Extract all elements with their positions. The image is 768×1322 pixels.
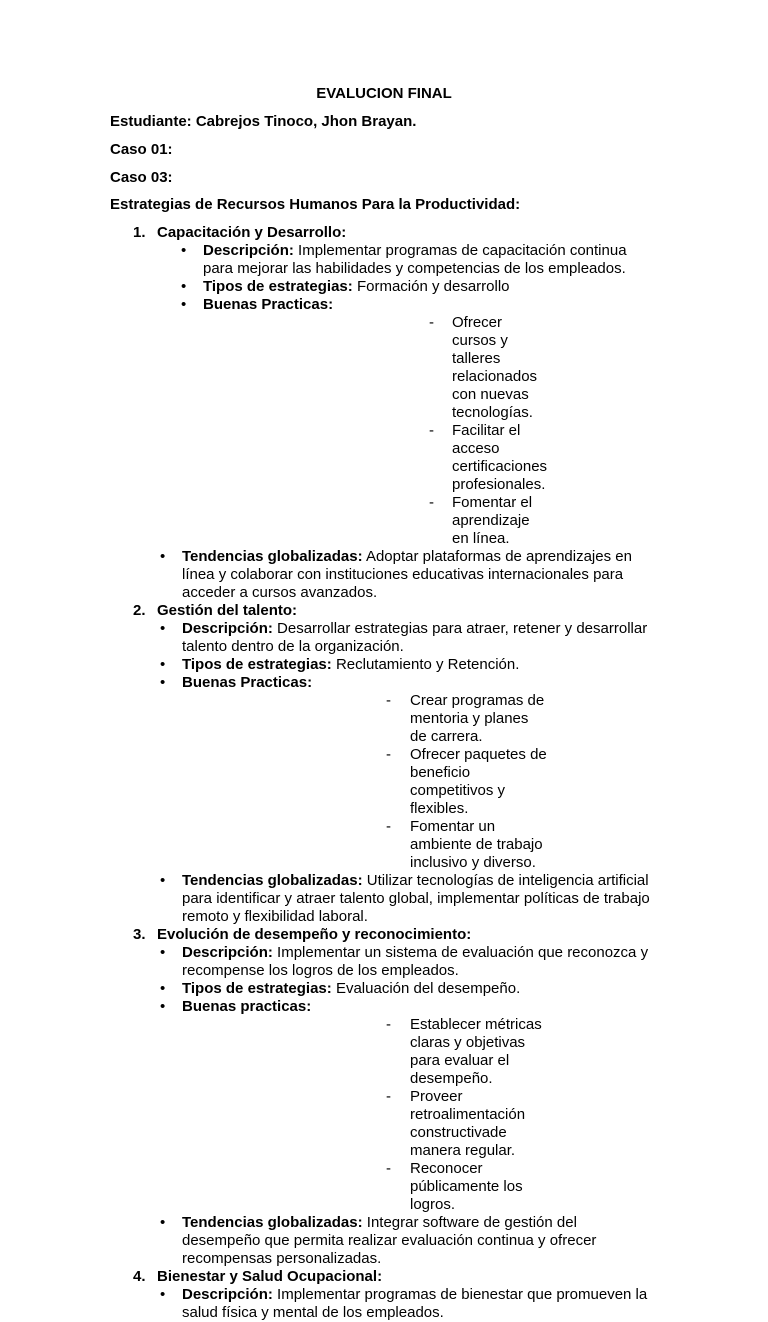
bullet-dot-icon: • [160, 548, 166, 565]
section-bullets [0, 1286, 768, 1322]
practice-text: Ofrecer paquetes de beneficio competitivos y flexibles. [410, 746, 547, 817]
practice-text: Fomentar el aprendizaje en línea. [452, 494, 533, 547]
bullet-dot-icon: • [160, 944, 166, 961]
practice-text: Ofrecer cursos y talleres relacionados con nuevas tecnologías. [452, 314, 538, 421]
bullet-label: Tipos de estrategias: [182, 980, 332, 997]
practice-list [203, 314, 658, 548]
practice-list [182, 1016, 658, 1214]
practice-text: Establecer métricas claras y objetivas para evaluar el desempeño. [410, 1016, 542, 1087]
bullet-label: Tendencias globalizadas: [182, 1214, 363, 1231]
bullet-text: Integrar software de gestión del desempeño que permita realizar evaluación continua y ofrecer recompensas personalizadas. [182, 1214, 597, 1267]
practice-text: Reconocer públicamente los logros. [410, 1160, 523, 1213]
bullet-dot-icon: • [160, 1214, 166, 1231]
dash-icon: - [386, 1016, 391, 1033]
bullet-text: Implementar programas de bienestar que promueven la salud física y mental de los empleados. [182, 1286, 648, 1321]
section-title-text: Capacitación y Desarrollo: [157, 224, 347, 241]
bullet-text: Adoptar plataformas de aprendizajes en línea y colaborar con instituciones educativas internacionales para acceder a cursos avanzados. [182, 548, 632, 601]
bullet-label: Buenas practicas: [182, 998, 312, 1015]
bullet-text: Desarrollar estrategias para atraer, retener y desarrollar talento dentro de la organización. [182, 620, 648, 655]
bullet-tendencias [0, 872, 768, 926]
bullet-text: Formación y desarrollo [352, 278, 510, 295]
document-title: EVALUCION FINAL [316, 85, 452, 102]
bullet-descripcion [0, 1286, 768, 1322]
section-number: 4. [133, 1268, 146, 1285]
section-title-text: Bienestar y Salud Ocupacional: [157, 1268, 383, 1285]
bullet-text: Evaluación del desempeño. [331, 980, 521, 997]
dash-icon: - [386, 1088, 391, 1105]
bullet-tendencias [0, 1214, 768, 1268]
bullet-label: Tipos de estrategias: [203, 278, 353, 295]
dash-icon: - [429, 422, 434, 439]
bullet-dot-icon: • [181, 296, 187, 313]
bullet-dot-icon: • [160, 674, 166, 691]
practice-item [203, 422, 658, 494]
bullet-text: Utilizar tecnologías de inteligencia artificial para identificar y atraer talento global, implementar políticas de trabajo remoto y flexibilidad laboral. [182, 872, 650, 925]
bullet-tipos [0, 278, 768, 296]
bullet-label: Buenas Practicas: [203, 296, 334, 313]
practice-list [182, 692, 658, 872]
section-number: 1. [133, 224, 146, 241]
section-capacitacion [0, 224, 768, 602]
bullet-text: Reclutamiento y Retención. [331, 656, 520, 673]
section-title [0, 224, 768, 242]
dash-icon: - [386, 1160, 391, 1177]
practice-item [182, 1088, 658, 1160]
student-line: Estudiante: Cabrejos Tinoco, Jhon Brayan. [110, 113, 417, 130]
practice-item [203, 314, 658, 422]
strategies-heading: Estrategias de Recursos Humanos Para la Productividad: [110, 196, 521, 213]
caso-03-heading: Caso 03: [110, 169, 173, 186]
bullet-tipos [0, 980, 768, 998]
section-bullets [0, 944, 768, 1268]
bullet-label: Descripción: [182, 620, 273, 637]
bullet-buenas-practicas [0, 998, 768, 1214]
practice-item [182, 1016, 658, 1088]
dash-icon: - [429, 494, 434, 511]
practice-item [182, 818, 658, 872]
dash-icon: - [386, 746, 391, 763]
practice-item [203, 494, 658, 548]
bullet-label: Descripción: [203, 242, 294, 259]
bullet-label: Descripción: [182, 944, 273, 961]
dash-icon: - [429, 314, 434, 331]
section-title [0, 602, 768, 620]
practice-text: Fomentar un ambiente de trabajo inclusivo y diverso. [410, 818, 543, 871]
practice-item [182, 746, 658, 818]
bullet-buenas-practicas [0, 674, 768, 872]
section-title [0, 926, 768, 944]
bullet-dot-icon: • [181, 278, 187, 295]
practice-text: Facilitar el acceso certificaciones profesionales. [452, 422, 548, 493]
bullet-tendencias [0, 548, 768, 602]
bullet-dot-icon: • [160, 980, 166, 997]
bullet-text: Implementar programas de capacitación continua para mejorar las habilidades y competencias de los empleados. [203, 242, 627, 277]
bullet-buenas-practicas [0, 296, 768, 548]
bullet-tipos [0, 656, 768, 674]
bullet-label: Tendencias globalizadas: [182, 872, 363, 889]
bullet-descripcion [0, 620, 768, 656]
practice-text: Proveer retroalimentación constructivade manera regular. [410, 1088, 526, 1159]
practice-item [182, 1160, 658, 1214]
bullet-label: Buenas Practicas: [182, 674, 313, 691]
practice-item [182, 692, 658, 746]
caso-01-heading: Caso 01: [110, 141, 173, 158]
section-evolucion-desempeno [0, 926, 768, 1268]
bullet-dot-icon: • [181, 242, 187, 259]
bullet-dot-icon: • [160, 656, 166, 673]
section-bullets [0, 620, 768, 926]
section-title [0, 1268, 768, 1286]
dash-icon: - [386, 692, 391, 709]
bullet-label: Tendencias globalizadas: [182, 548, 363, 565]
strategy-sections [0, 224, 768, 1322]
bullet-label: Descripción: [182, 1286, 273, 1303]
bullet-label: Tipos de estrategias: [182, 656, 332, 673]
bullet-descripcion [0, 944, 768, 980]
bullet-dot-icon: • [160, 620, 166, 637]
section-bullets [0, 242, 768, 602]
bullet-dot-icon: • [160, 1286, 166, 1303]
bullet-dot-icon: • [160, 872, 166, 889]
bullet-text: Implementar un sistema de evaluación que reconozca y recompense los logros de los empleados. [182, 944, 649, 979]
bullet-dot-icon: • [160, 998, 166, 1015]
section-bienestar-salud [0, 1268, 768, 1322]
section-title-text: Evolución de desempeño y reconocimiento: [157, 926, 472, 943]
dash-icon: - [386, 818, 391, 835]
section-title-text: Gestión del talento: [157, 602, 298, 619]
practice-text: Crear programas de mentoria y planes de carrera. [410, 692, 545, 745]
bullet-descripcion [0, 242, 768, 278]
section-number: 2. [133, 602, 146, 619]
section-number: 3. [133, 926, 146, 943]
section-gestion-talento [0, 602, 768, 926]
